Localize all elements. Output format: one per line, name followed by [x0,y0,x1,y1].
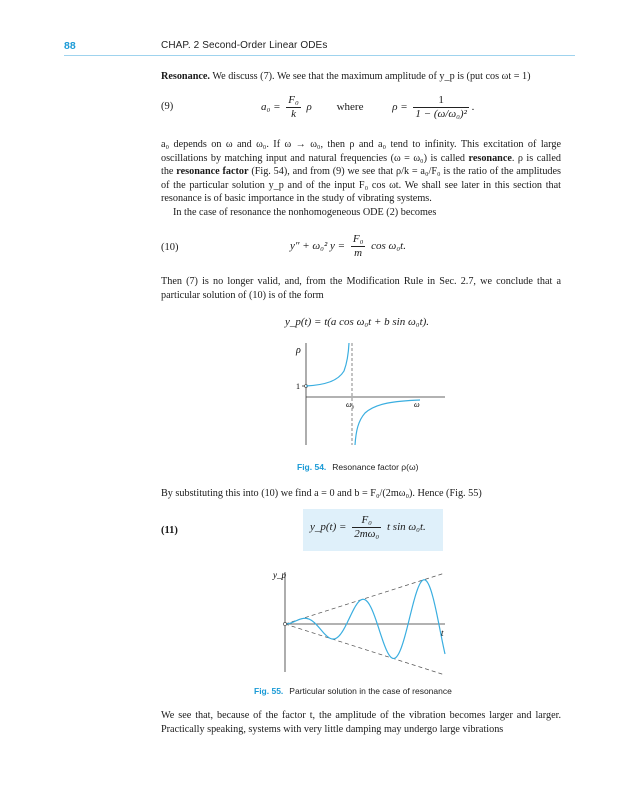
a0-line-1: a₀ depends on ω and ω₀. If ω → ω₀, then ρ and a₀ tend to infinity. This excitation of large [161,139,561,150]
eq9-rho-denominator: 1 − (ω/ω₀)² [415,108,467,120]
figure-54-caption [297,462,418,472]
equation-10-label: (10) [161,242,179,253]
equation-9 [261,94,475,121]
figure-54-plot [280,335,450,455]
a0-indent-text: In the case of resonance the nonhomogeneous ODE (2) becomes [173,206,437,218]
fig54-curve-left [306,343,349,386]
equation-yp-form: y_p(t) = t(a cos ω₀t + b sin ω₀t). [285,316,430,328]
resonance-heading: Resonance. [161,71,210,82]
figure-55-caption [254,686,452,696]
eq9-where: where [336,101,364,114]
header-rule [64,55,575,56]
eq10-denominator: m [354,247,363,259]
paragraph-resonance [161,70,561,84]
eq9-rho-eq: ρ = [392,101,408,114]
equation-11-label: (11) [161,525,178,536]
equation-9-label: (9) [161,101,174,112]
eq10-lhs: y″ + ω₀² y = [290,240,346,253]
fig54-omega0-label: ω₀ [346,400,355,409]
fig55-x-label: t [441,628,444,638]
equation-11 [310,514,426,541]
fig54-x-label: ω [414,400,420,409]
a0-line-4: (Fig. 54), and from (9) we see that ρ/k = a₀/F₀ is the ratio of the amplitudes of the particular solution y_p and of the input F₀ cos ωt. We shall see later in this section that resonance is of basic importance in the study of vibrating systems. [161,166,561,205]
substitute-text: By substituting this into (10) we find a = 0 and b = F₀/(2mω₀). Hence (Fig. 55) [161,488,482,499]
fig55-envelope-upper [285,573,445,624]
paragraph-then [161,275,561,302]
eq10-numerator: F₀ [352,233,364,245]
chapter-title: CHAP. 2 Second-Order Linear ODEs [161,40,328,51]
fig54-y-label: ρ [296,345,301,356]
eq9-rho: ρ [306,101,312,114]
eq9-denominator: k [291,108,296,120]
eq11-denominator: 2mω₀ [354,528,380,540]
figure-55-plot [255,562,455,680]
eq10-fraction [351,233,366,260]
eq11-rhs: t sin ω₀t. [386,521,426,534]
fig54-tick-one: 1 [296,382,300,391]
fig54-curve-right [355,400,420,445]
eq11-fraction [352,514,381,541]
eq11-lhs: y_p(t) = [310,521,347,534]
page-number: 88 [64,40,76,52]
eq9-rho-numerator: 1 [413,94,468,108]
fig55-label: Fig. 55. [254,686,284,696]
page-header [0,38,639,58]
a0-line-2: oscillations by matching input and natural frequencies (ω = ω₀) is called [161,152,466,164]
resonance-text: We discuss (7). We see that the maximum amplitude of y_p is (put cos ωt = 1) [212,71,531,82]
eq9-end: . [471,101,475,114]
paragraph-last [161,709,561,736]
eq9-numerator: F₀ [288,94,299,106]
term-resonance-factor: resonance factor [176,166,249,178]
fig55-envelope-lower [285,624,445,675]
eq9-lhs: a₀ = [261,101,281,114]
fig55-origin-dot [283,622,286,625]
fig55-solution-curve [285,580,445,659]
equation-10 [290,233,406,260]
then-text: Then (7) is no longer valid, and, from the Modification Rule in Sec. 2.7, we conclude that a particular solution of (10) is of the form [161,276,561,301]
last-text: We see that, because of the factor t, the amplitude of the vibration becomes larger and larger. Practically speaking, systems with very little damping may undergo large vibrations [161,710,561,735]
term-resonance: resonance [468,152,512,164]
fig55-y-label: y_p [273,570,286,580]
fig55-caption-text: Particular solution in the case of resonance [289,686,452,696]
paragraph-substitute [161,487,561,501]
paragraph-a0 [161,138,561,220]
eq9-rho-fraction [413,94,468,121]
eq11-numerator: F₀ [352,514,381,528]
fig54-caption-text: Resonance factor ρ(ω) [332,462,419,472]
fig54-label: Fig. 54. [297,462,327,472]
a0-line-3: . ρ is called the [161,152,562,178]
eq10-rhs: cos ω₀t. [371,240,406,253]
eq9-fraction [286,94,301,121]
